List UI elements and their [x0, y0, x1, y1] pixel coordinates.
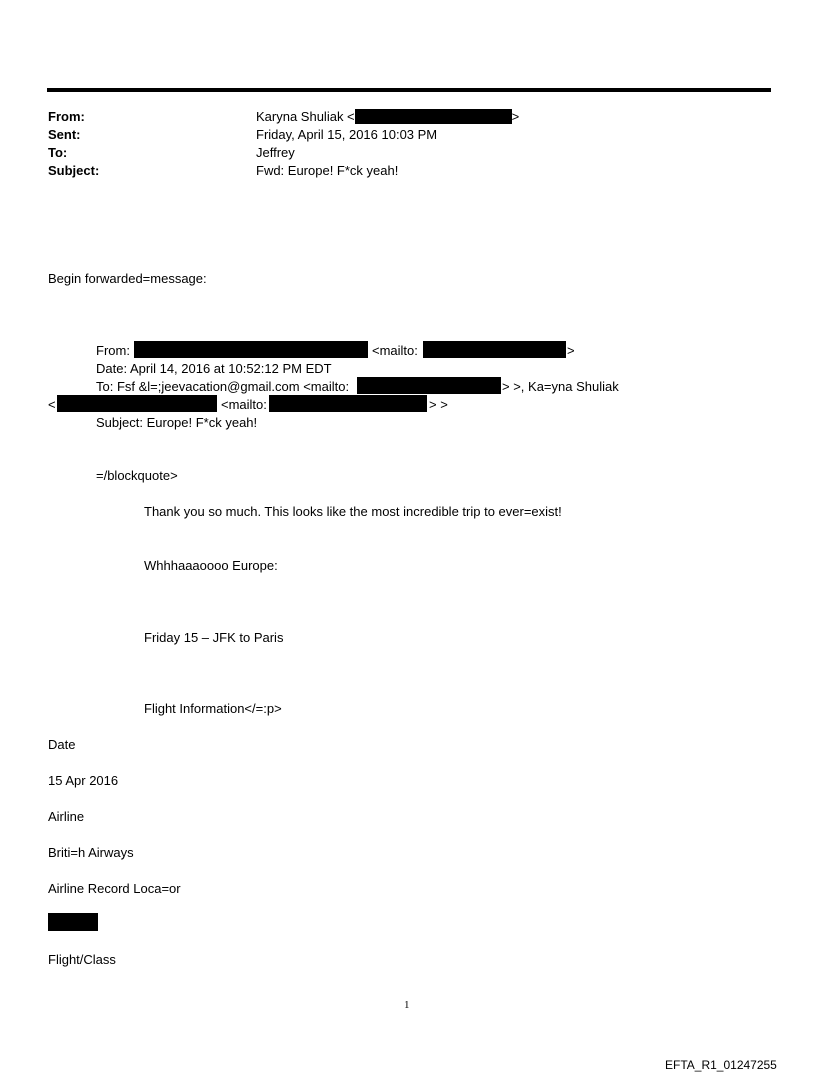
begin-forwarded: Begin forwarded=message: [48, 271, 207, 286]
fwd-date: Date: April 14, 2016 at 10:52:12 PM EDT [96, 361, 332, 376]
to-value: Jeffrey [256, 145, 295, 160]
flight-info-text: Flight Information</=:p> [144, 701, 282, 716]
fwd-from-mailto: <mailto: [372, 343, 418, 358]
date-label: Date [48, 737, 76, 752]
fwd-subject: Subject: Europe! F*ck yeah! [96, 415, 258, 430]
fwd-to-line2-mailto: <mailto: [221, 397, 267, 412]
redaction-bar [355, 109, 512, 124]
header-rule [47, 88, 771, 92]
sent-label: Sent: [48, 127, 81, 142]
airline-value: Briti=h Airways [48, 845, 134, 860]
date-value: 15 Apr 2016 [48, 773, 119, 788]
fwd-from-label: From: [96, 343, 130, 358]
record-label: Airline Record Loca=or [48, 881, 181, 896]
thanks-text: Thank you so much. This looks like the most incredible trip to ever=exist! [144, 504, 562, 519]
from-value [256, 108, 519, 126]
sent-value: Friday, April 15, 2016 10:03 PM [256, 127, 438, 142]
fwd-to-prefix: To: Fsf &l=;jeevacation@gmail.com <mailto: [96, 379, 350, 394]
fwd-to-suffix: > >, Ka=yna Shuliak [502, 379, 619, 394]
redaction-bar [423, 341, 566, 358]
subject-value: Fwd: Europe! F*ck yeah! [256, 163, 399, 178]
redaction-bar [48, 913, 98, 931]
fwd-from-close: > [567, 343, 575, 358]
redaction-bar [357, 377, 501, 394]
subject-label: Subject: [48, 163, 100, 178]
to-label: To: [48, 145, 68, 160]
document-id: EFTA_R1_01247255 [665, 1058, 777, 1072]
redaction-bar [57, 395, 217, 412]
flight-class-label: Flight/Class [48, 952, 116, 967]
friday-text: Friday 15 – JFK to Paris [144, 630, 284, 645]
redaction-bar [134, 341, 368, 358]
redaction-bar [269, 395, 427, 412]
page-number: 1 [404, 999, 410, 1011]
from-close: > [511, 109, 520, 124]
from-name: Karyna Shuliak < [256, 109, 355, 124]
fwd-to-line2-open: < [48, 397, 56, 412]
blockquote-text: =/blockquote> [96, 468, 178, 483]
from-label: From: [48, 109, 85, 124]
fwd-to-line2-close: > > [429, 397, 448, 412]
airline-label: Airline [48, 809, 85, 824]
europe-text: Whhhaaaoooo Europe: [144, 558, 278, 573]
